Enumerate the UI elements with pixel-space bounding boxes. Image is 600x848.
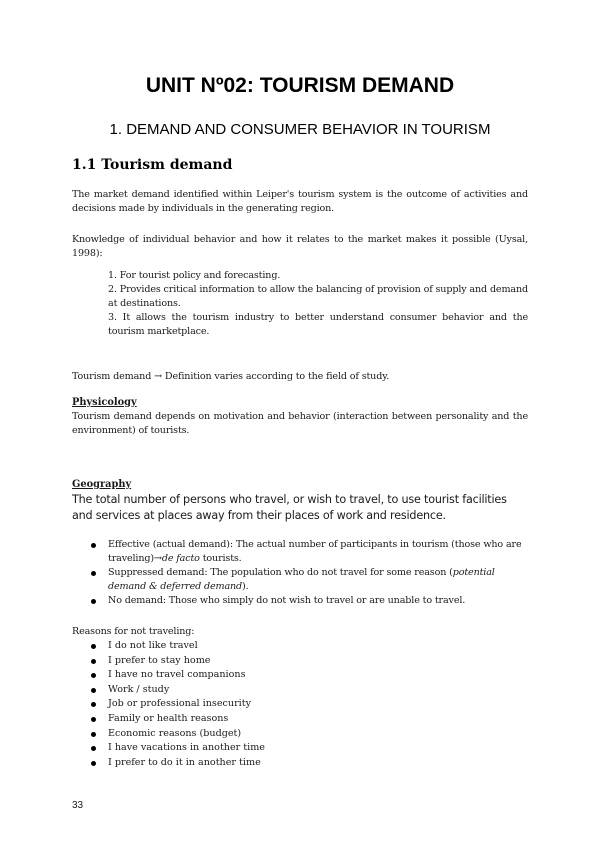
- subsection-title: 1.1 Tourism demand: [72, 157, 233, 173]
- definition-prefix: Tourism demand: [72, 371, 152, 382]
- numbered-item: 1. For tourist policy and forecasting.: [108, 270, 281, 281]
- definition-suffix: Definition varies according to the field of study.: [164, 371, 390, 382]
- bullet-icon: [91, 761, 96, 766]
- unit-title: UNIT Nº02: TOURISM DEMAND: [145, 74, 455, 97]
- list-item: Effective (actual demand): The actual number of participants in tourism (those who are traveling)→de facto tourists.: [88, 538, 528, 566]
- list-item: I prefer to stay home: [88, 654, 488, 669]
- bullet-icon: [91, 702, 96, 707]
- reasons-heading: Reasons for not traveling:: [72, 626, 195, 637]
- physicology-heading: Physicology: [72, 397, 137, 408]
- list-item: No demand: Those who simply do not wish to travel or are unable to travel.: [88, 594, 528, 608]
- list-item: Family or health reasons: [88, 712, 488, 727]
- bullet-icon: [91, 673, 96, 678]
- bullet-icon: [91, 688, 96, 693]
- list-item: Job or professional insecurity: [88, 697, 488, 712]
- bullet-icon: [91, 717, 96, 722]
- demand-types-list: [88, 538, 528, 608]
- arrow-icon: →: [154, 371, 162, 382]
- numbered-item: 2. Provides critical information to allow the balancing of provision of supply and demand at destinations.: [108, 284, 528, 309]
- list-item: I prefer to do it in another time: [88, 756, 488, 771]
- bullet-icon: [91, 659, 96, 664]
- numbered-list: [108, 269, 528, 339]
- bullet-icon: [91, 644, 96, 649]
- section-title: 1. DEMAND AND CONSUMER BEHAVIOR IN TOURISM: [109, 121, 491, 138]
- definition-line: [72, 370, 528, 384]
- bullet-icon: [91, 746, 96, 751]
- arrow-icon: →: [153, 553, 162, 564]
- physicology-text: Tourism demand depends on motivation and behavior (interaction between personality and the environment) of tourists.: [72, 411, 528, 436]
- intro-paragraph: The market demand identified within Leiper's tourism system is the outcome of activities and decisions made by individuals in the generating region.: [72, 189, 528, 214]
- page-number: 33: [72, 800, 84, 811]
- knowledge-paragraph: Knowledge of individual behavior and how it relates to the market makes it possible (Uysal, 1998):: [72, 234, 528, 259]
- bullet-icon: [91, 599, 96, 604]
- list-item: Suppressed demand: The population who do not travel for some reason (potential demand & deferred demand).: [88, 566, 528, 594]
- geography-heading: Geography: [72, 479, 132, 490]
- numbered-item: 3. It allows the tourism industry to better understand consumer behavior and the tourism marketplace.: [108, 312, 528, 337]
- list-item: I have no travel companions: [88, 668, 488, 683]
- bullet-icon: [91, 543, 96, 548]
- list-item: Work / study: [88, 683, 488, 698]
- bullet-icon: [91, 571, 96, 576]
- reasons-list: [88, 639, 488, 770]
- list-item: I have vacations in another time: [88, 741, 488, 756]
- bullet-icon: [91, 732, 96, 737]
- list-item: Economic reasons (budget): [88, 727, 488, 742]
- list-item: I do not like travel: [88, 639, 488, 654]
- geography-text: The total number of persons who travel, or wish to travel, to use tourist facilities and services at places away from their places of work and residence.: [72, 493, 507, 522]
